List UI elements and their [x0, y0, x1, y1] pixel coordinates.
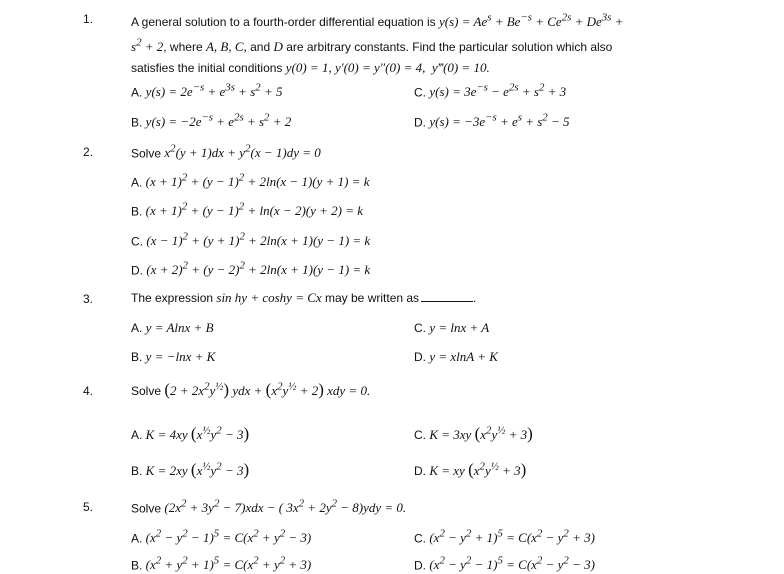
question-3-number: 3.: [83, 292, 94, 306]
question-1-choice-a[interactable]: A. $y(s) = 2e^{-s} + e^{3s} + s^2 + 5$: [131, 82, 283, 100]
question-5-choice-b[interactable]: B. $(x^2 + y^2 + 1)^5 = C(x^2 + y^2 + 3)$: [131, 555, 312, 573]
answer-blank[interactable]: [421, 290, 473, 302]
question-4-choice-a[interactable]: A. K = 4xy $(x^{\frac{1}{2}}y^2 - 3)$: [131, 424, 250, 443]
question-5-choice-c[interactable]: C. $(x^2 - y^2 + 1)^5 = C(x^2 - y^2 + 3)$: [414, 528, 595, 546]
question-2-stem: Solve $x^2(y + 1)dx + y^2(x - 1)dy = 0$: [131, 143, 321, 161]
question-1-stem-line-3: satisfies the initial conditions y(0) = 1, y′(0) = y″(0) = 4, y‴(0) = 10.: [131, 59, 490, 75]
question-1-number: 1.: [83, 12, 94, 26]
question-4-number: 4.: [83, 384, 94, 398]
question-3-choice-b[interactable]: B. y = −lnx + K: [131, 349, 216, 364]
question-1-stem: [131, 8, 697, 78]
question-3-choice-d[interactable]: D. y = xlnA + K: [414, 349, 498, 364]
question-5-stem: Solve $(2x^2 + 3y^2 - 7)xdx$ − ( $3x^2 + 2y^2 - 8)ydy = 0$.: [131, 498, 407, 516]
question-5-choice-d[interactable]: D. $(x^2 - y^2 - 1)^5 = C(x^2 - y^2 - 3)$: [414, 555, 595, 573]
question-5-choice-a[interactable]: A. $(x^2 - y^2 - 1)^5 = C(x^2 + y^2 - 3)$: [131, 528, 312, 546]
question-1-choice-d[interactable]: D. $y(s) = -3e^{-s} + e^s + s^2 - 5$: [414, 112, 570, 130]
question-4-choice-c[interactable]: C. K = 3xy $(x^2y^{\frac{1}{2}} + 3)$: [414, 424, 533, 443]
question-1-stem-line-1: A general solution to a fourth-order differential equation is $y(s) = Ae^s + Be^{-s} + Ce^{2s} + De^{3s}$ +: [131, 12, 624, 30]
question-5-number: 5.: [83, 500, 94, 514]
question-2-choice-b[interactable]: B. $(x + 1)^2 + (y - 1)^2 + \ln(x - 2)(y + 2) = k$: [131, 201, 364, 219]
question-3-choice-a[interactable]: A. y = Alnx + B: [131, 320, 214, 335]
question-4-stem: Solve $(2 + 2x^2y^{\frac{1}{2}})$ ydx + $(x^2y^{\frac{1}{2}} + 2)$ xdy = 0.: [131, 380, 371, 399]
question-1-choice-c[interactable]: C. $y(s) = 3e^{-s} - e^{2s} + s^2 + 3$: [414, 82, 567, 100]
question-4-choice-b[interactable]: B. K = 2xy $(x^{\frac{1}{2}}y^2 - 3)$: [131, 460, 250, 479]
question-2-choice-a[interactable]: A. $(x + 1)^2 + (y - 1)^2 + 2\ln(x - 1)(y + 1) = k$: [131, 172, 370, 190]
question-2-number: 2.: [83, 145, 94, 159]
question-1-stem-line-2: $s^2 + 2$, where A, B, C, and D are arbitrary constants. Find the particular solution which also: [131, 36, 613, 55]
question-4-choice-d[interactable]: D. K = xy $(x^2y^{\frac{1}{2}} + 3)$: [414, 460, 527, 479]
question-3-stem: The expression sin hy + coshy = Cx may be written as .: [131, 290, 477, 305]
question-1-choice-b[interactable]: B. $y(s) = -2e^{-s} + e^{2s} + s^2 + 2$: [131, 112, 292, 130]
question-3-choice-c[interactable]: C. y = lnx + A: [414, 320, 490, 335]
question-2-choice-d[interactable]: D. $(x + 2)^2 + (y - 2)^2 + 2\ln(x + 1)(y - 1) = k$: [131, 260, 371, 278]
question-2-choice-c[interactable]: C. $(x - 1)^2 + (y + 1)^2 + 2\ln(x + 1)(y - 1) = k$: [131, 231, 371, 249]
